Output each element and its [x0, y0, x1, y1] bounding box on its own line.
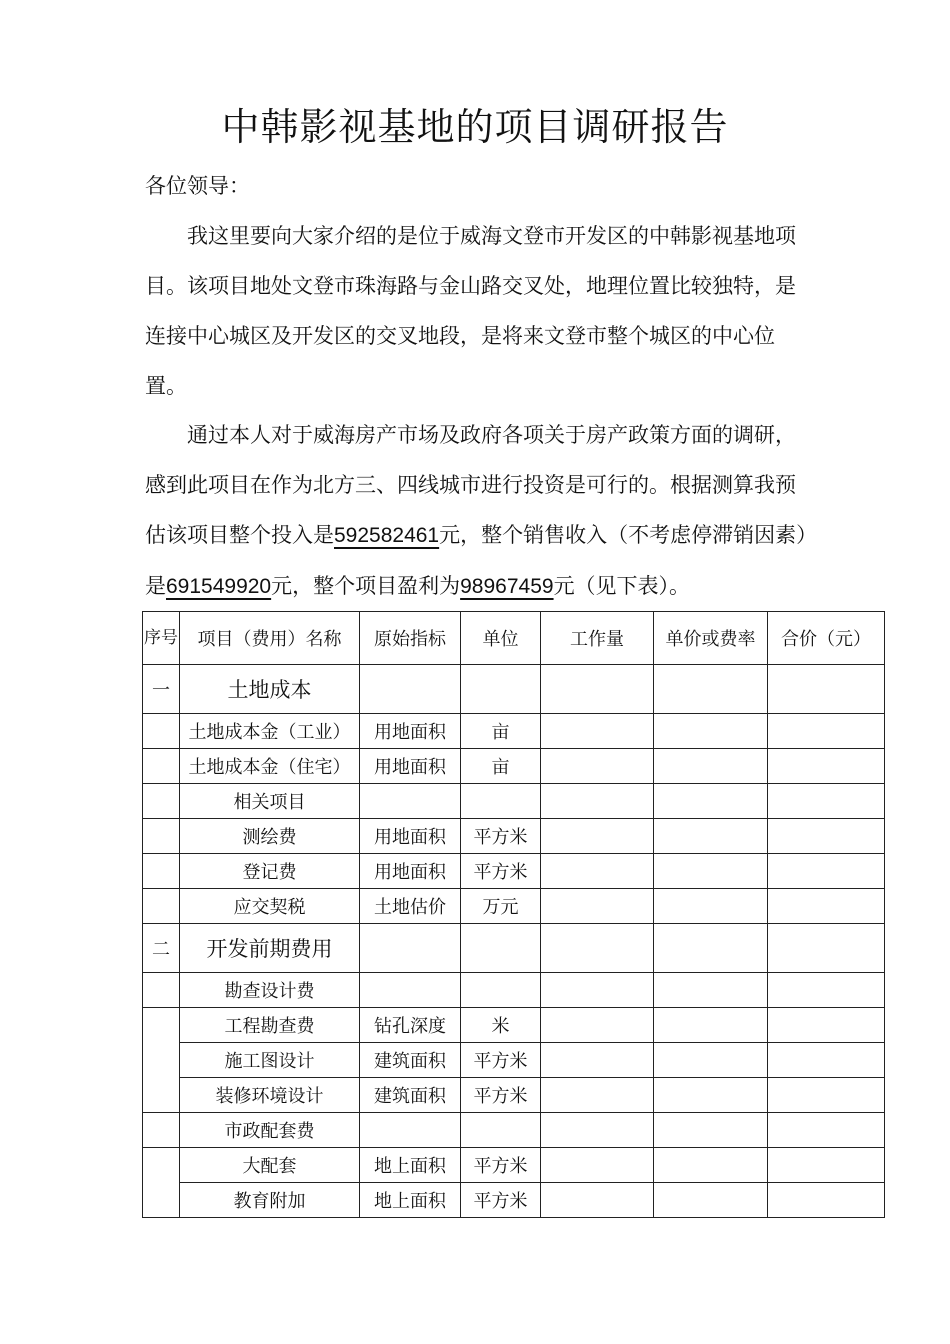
cell — [654, 1043, 768, 1078]
header-unit-price: 单价或费率 — [654, 612, 768, 665]
item-name: 勘查设计费 — [180, 973, 360, 1008]
cell — [541, 1183, 654, 1218]
cell — [143, 1113, 180, 1148]
cell — [768, 714, 885, 749]
cell — [541, 854, 654, 889]
cell — [461, 924, 541, 973]
item-unit: 平方米 — [461, 1043, 541, 1078]
section-name: 土地成本 — [180, 665, 360, 714]
cell — [541, 714, 654, 749]
item-indicator: 用地面积 — [360, 854, 461, 889]
cell — [541, 889, 654, 924]
cell — [461, 665, 541, 714]
cell — [654, 784, 768, 819]
cell — [541, 1148, 654, 1183]
cell — [654, 889, 768, 924]
cell — [768, 749, 885, 784]
cell — [768, 819, 885, 854]
cell — [541, 924, 654, 973]
cell — [143, 854, 180, 889]
table-row — [143, 1043, 885, 1078]
cell — [654, 973, 768, 1008]
cell — [541, 749, 654, 784]
section-name: 开发前期费用 — [180, 924, 360, 973]
item-unit — [461, 784, 541, 819]
item-indicator: 用地面积 — [360, 819, 461, 854]
item-unit: 平方米 — [461, 819, 541, 854]
item-unit: 万元 — [461, 889, 541, 924]
cell — [654, 749, 768, 784]
cell — [143, 784, 180, 819]
analysis-text-4: 元（见下表）。 — [553, 574, 691, 598]
cell — [541, 819, 654, 854]
cell — [654, 1113, 768, 1148]
item-unit: 平方米 — [461, 854, 541, 889]
cell — [768, 1008, 885, 1043]
item-unit — [461, 973, 541, 1008]
cell — [768, 1183, 885, 1218]
document-title: 中韩影视基地的项目调研报告 — [221, 105, 729, 149]
item-name: 土地成本金（工业） — [180, 714, 360, 749]
cell — [360, 924, 461, 973]
table-row — [143, 1113, 885, 1148]
item-indicator — [360, 1113, 461, 1148]
cell — [541, 1043, 654, 1078]
item-unit: 平方米 — [461, 1148, 541, 1183]
table-row — [143, 889, 885, 924]
cell — [768, 784, 885, 819]
header-name: 项目（费用）名称 — [180, 612, 360, 665]
table-header-row — [143, 612, 885, 665]
cell — [654, 819, 768, 854]
item-indicator: 用地面积 — [360, 749, 461, 784]
item-unit: 亩 — [461, 749, 541, 784]
cell — [654, 1078, 768, 1113]
table-row — [143, 1183, 885, 1218]
table-row — [143, 819, 885, 854]
item-indicator: 土地估价 — [360, 889, 461, 924]
item-name: 工程勘查费 — [180, 1008, 360, 1043]
revenue-amount: 691549920 — [166, 575, 272, 598]
item-unit: 亩 — [461, 714, 541, 749]
table-row — [143, 854, 885, 889]
cell — [768, 1148, 885, 1183]
table-row — [143, 973, 885, 1008]
cell — [654, 1008, 768, 1043]
cell — [768, 665, 885, 714]
table-row — [143, 1078, 885, 1113]
item-indicator: 建筑面积 — [360, 1078, 461, 1113]
cell — [143, 889, 180, 924]
salutation: 各位领导： — [145, 174, 250, 198]
cell — [654, 1148, 768, 1183]
table-row — [143, 1148, 885, 1183]
cell — [541, 1113, 654, 1148]
cell — [768, 973, 885, 1008]
cell — [768, 924, 885, 973]
cell — [143, 714, 180, 749]
table-section-row — [143, 924, 885, 973]
cell — [541, 1078, 654, 1113]
cell — [768, 854, 885, 889]
cell — [768, 889, 885, 924]
cell — [143, 749, 180, 784]
item-name: 施工图设计 — [180, 1043, 360, 1078]
item-name: 市政配套费 — [180, 1113, 360, 1148]
cost-table — [142, 611, 885, 1218]
item-indicator: 用地面积 — [360, 714, 461, 749]
header-indicator: 原始指标 — [360, 612, 461, 665]
cell — [654, 854, 768, 889]
cell — [143, 1148, 180, 1218]
cell — [654, 1183, 768, 1218]
cell — [541, 784, 654, 819]
cell — [143, 973, 180, 1008]
cell — [360, 665, 461, 714]
item-indicator: 建筑面积 — [360, 1043, 461, 1078]
table-row — [143, 714, 885, 749]
item-indicator: 钻孔深度 — [360, 1008, 461, 1043]
item-unit: 平方米 — [461, 1183, 541, 1218]
item-name: 应交契税 — [180, 889, 360, 924]
cell — [541, 1008, 654, 1043]
item-name: 相关项目 — [180, 784, 360, 819]
investment-amount: 592582461 — [334, 524, 440, 547]
intro-paragraph: 我这里要向大家介绍的是位于威海文登市开发区的中韩影视基地项目。该项目地处文登市珠海路与金山路交叉处，地理位置比较独特，是连接中心城区及开发区的交叉地段，是将来文登市整个城区的中心位置。 — [145, 224, 796, 398]
item-indicator: 地上面积 — [360, 1148, 461, 1183]
analysis-text-2: 元，整个销售收入（不考虑停滞销因素）是 — [145, 523, 807, 598]
section-seq: 一 — [143, 665, 180, 714]
cell — [768, 1113, 885, 1148]
profit-amount: 98967459 — [460, 575, 554, 598]
section-seq: 二 — [143, 924, 180, 973]
item-name: 教育附加 — [180, 1183, 360, 1218]
cell — [541, 973, 654, 1008]
item-name: 测绘费 — [180, 819, 360, 854]
header-total: 合价（元） — [768, 612, 885, 665]
cell — [541, 665, 654, 714]
analysis-paragraph — [145, 410, 810, 612]
header-unit: 单位 — [461, 612, 541, 665]
item-unit: 平方米 — [461, 1078, 541, 1113]
item-indicator — [360, 973, 461, 1008]
cell — [654, 714, 768, 749]
cell — [143, 819, 180, 854]
item-name: 土地成本金（住宅） — [180, 749, 360, 784]
table-row — [143, 1008, 885, 1043]
analysis-text-1: 通过本人对于威海房产市场及政府各项关于房产政策方面的调研，感到此项目在作为北方三、四线城市进行投资是可行的。根据测算我预估该项目整个投入是 — [145, 423, 796, 547]
item-unit: 米 — [461, 1008, 541, 1043]
cell — [768, 1078, 885, 1113]
cell — [654, 924, 768, 973]
item-name: 登记费 — [180, 854, 360, 889]
analysis-text-3: 元，整个项目盈利为 — [271, 574, 461, 598]
header-workload: 工作量 — [541, 612, 654, 665]
cell — [143, 1008, 180, 1113]
item-indicator: 地上面积 — [360, 1183, 461, 1218]
item-indicator — [360, 784, 461, 819]
table-row — [143, 784, 885, 819]
table-row — [143, 749, 885, 784]
item-unit — [461, 1113, 541, 1148]
header-seq: 序号 — [143, 612, 180, 665]
table-section-row — [143, 665, 885, 714]
item-name: 大配套 — [180, 1148, 360, 1183]
cell — [768, 1043, 885, 1078]
item-name: 装修环境设计 — [180, 1078, 360, 1113]
cell — [654, 665, 768, 714]
